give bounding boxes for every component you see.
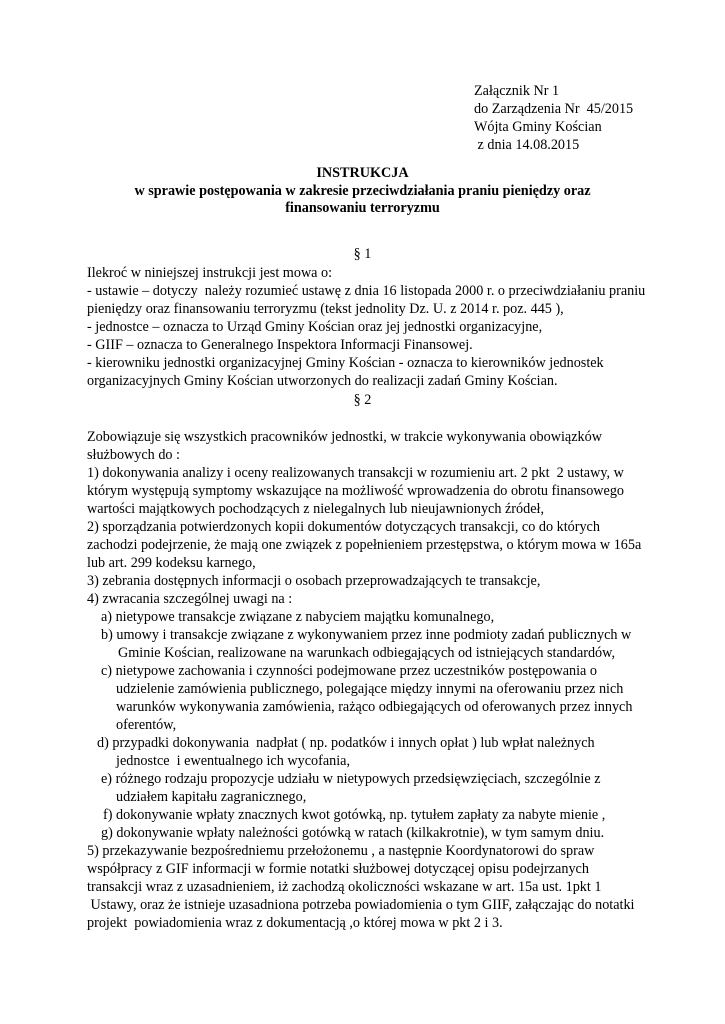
attachment-line: z dnia 14.08.2015 bbox=[474, 137, 580, 153]
attachment-line: Wójta Gminy Kościan bbox=[474, 119, 602, 135]
list-item-continuation: projekt powiadomienia wraz z dokumentacją ,o której mowa w pkt 2 i 3. bbox=[87, 915, 503, 931]
title-subtitle: w sprawie postępowania w zakresie przeciwdziałania praniu pieniędzy oraz bbox=[134, 183, 591, 199]
paragraph-line: - jednostce – oznacza to Urząd Gminy Kościan oraz jej jednostki organizacyjne, bbox=[87, 319, 543, 335]
paragraph-line: organizacyjnych Gminy Kościan utworzonych do realizacji zadań Gminy Kościan. bbox=[87, 373, 558, 389]
list-item-continuation: lub art. 299 kodeksu karnego, bbox=[87, 555, 256, 571]
sub-list-item: g) dokonywanie wpłaty należności gotówką w ratach (kilkakrotnie), w tym samym dniu. bbox=[101, 825, 605, 841]
list-item: 2) sporządzania potwierdzonych kopii dokumentów dotyczących transakcji, co do których bbox=[87, 519, 600, 535]
paragraph-line: - GIIF – oznacza to Generalnego Inspektora Informacji Finansowej. bbox=[87, 337, 473, 353]
sub-list-item: e) różnego rodzaju propozycje udziału w nietypowych przedsięwzięciach, szczególnie z bbox=[101, 771, 601, 787]
attachment-line: Załącznik Nr 1 bbox=[474, 83, 560, 99]
sub-list-item: d) przypadki dokonywania nadpłat ( np. podatków i innych opłat ) lub wpłat należnych bbox=[97, 735, 595, 751]
list-item-continuation: którym występują symptomy wskazujące na możliwość wprowadzenia do obrotu finansowego bbox=[87, 483, 625, 499]
list-item-continuation: Ustawy, oraz że istnieje uzasadniona potrzeba powiadomienia o tym GIIF, załączając do notatki bbox=[87, 897, 635, 913]
list-item-continuation: zachodzi podejrzenie, że mają one związek z popełnieniem przestępstwa, o którym mowa w 165a bbox=[87, 537, 642, 553]
list-item-continuation: wartości majątkowych pochodzących z nielegalnych lub nieujawnionych źródeł, bbox=[87, 501, 544, 517]
sub-list-item-continuation: udzielenie zamówienia publicznego, polegające między innymi na oferowaniu przez nich bbox=[116, 681, 624, 697]
list-item: 4) zwracania szczególnej uwagi na : bbox=[87, 591, 293, 607]
sub-list-item-continuation: Gminie Kościan, realizowane na warunkach odbiegających od istniejących standardów, bbox=[118, 645, 616, 661]
sub-list-item: b) umowy i transakcje związane z wykonywaniem przez inne podmioty zadań publicznych w bbox=[101, 627, 632, 643]
section-heading: § 1 bbox=[353, 246, 372, 262]
sub-list-item-continuation: udziałem kapitału zagranicznego, bbox=[116, 789, 307, 805]
paragraph-line: - ustawie – dotyczy należy rozumieć ustawę z dnia 16 listopada 2000 r. o przeciwdziałaniu praniu bbox=[87, 283, 646, 299]
list-item-continuation: współpracy z GIF informacji w formie notatki służbowej dotyczącej opisu podejrzanych bbox=[87, 861, 589, 877]
sub-list-item: f) dokonywanie wpłaty znacznych kwot gotówką, np. tytułem zapłaty za nabyte mienie , bbox=[103, 807, 606, 823]
list-item: 3) zebrania dostępnych informacji o osobach przeprowadzających te transakcje, bbox=[87, 573, 541, 589]
attachment-line: do Zarządzenia Nr 45/2015 bbox=[474, 101, 634, 117]
paragraph-line: Ilekroć w niniejszej instrukcji jest mowa o: bbox=[87, 265, 333, 281]
paragraph-line: Zobowiązuje się wszystkich pracowników jednostki, w trakcie wykonywania obowiązków bbox=[87, 429, 602, 445]
paragraph-line: - kierowniku jednostki organizacyjnej Gminy Kościan - oznacza to kierowników jednostek bbox=[87, 355, 604, 371]
list-item: 1) dokonywania analizy i oceny realizowanych transakcji w rozumieniu art. 2 pkt 2 ustawy, w bbox=[87, 465, 624, 481]
sub-list-item-continuation: oferentów, bbox=[116, 717, 177, 733]
paragraph-line: służbowych do : bbox=[87, 447, 180, 463]
paragraph-line: pieniędzy oraz finansowaniu terroryzmu (tekst jednolity Dz. U. z 2014 r. poz. 445 ), bbox=[87, 301, 564, 317]
list-item: 5) przekazywanie bezpośredniemu przełożonemu , a następnie Koordynatorowi do spraw bbox=[87, 843, 595, 859]
list-item-continuation: transakcji wraz z uzasadnieniem, iż zachodzą okoliczności wskazane w art. 15a ust. 1pkt 1 bbox=[87, 879, 602, 895]
title-heading: INSTRUKCJA bbox=[316, 165, 409, 181]
title-subtitle: finansowaniu terroryzmu bbox=[285, 200, 440, 216]
sub-list-item-continuation: jednostce i ewentualnego ich wycofania, bbox=[116, 753, 351, 769]
sub-list-item: c) nietypowe zachowania i czynności podejmowane przez uczestników postępowania o bbox=[101, 663, 597, 679]
sub-list-item: a) nietypowe transakcje związane z nabyciem majątku komunalnego, bbox=[101, 609, 495, 625]
section-heading: § 2 bbox=[353, 392, 372, 408]
sub-list-item-continuation: warunków wykonywania zamówienia, rażąco odbiegających od oferowanych przez innych bbox=[116, 699, 633, 715]
